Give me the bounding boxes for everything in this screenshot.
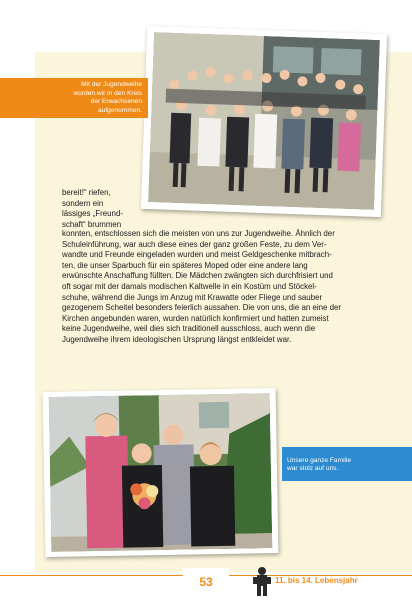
family-photo: [43, 388, 279, 557]
child-figure-icon: [251, 566, 273, 598]
top-photo-caption: Mit der Jugendweihe wurden wir in den Kreis der Erwachsenen aufgenommen.: [0, 78, 148, 118]
body-text: konnten, entschlossen sich die meisten von uns zur Jugendweihe. Ähnlich der Schuleinführung, war auch diese eines der ganz großen Feste, zu dem Ver- wandte und Freunde eingeladen wurden und meist Geldgeschenke mitbrach- ten, die unser Sparbuch für ein späteres Moped oder eine andere lang erwünschte Anschaffung füllten. Die Mädchen zwängten sich durchfrisiert und oft sogar mit der damals modischen Kaltwelle in ein Kostüm und Stöckel- schuhe, während die Jungs im Anzug mit Krawatte oder Fliege und sauber gezogenem Scheitel besonders feierlich aussahen. Die von uns, die an eine der Kirchen angebunden waren, wurden natürlich konfirmiert und hatten zumeist keine Jugendweihe, weil dies sich traditionell ausschloss, auch wenn die Jugendweihe ihrem ideologischen Ursprung längst entkleidet war.: [62, 229, 341, 344]
body-text-intro: bereit!“ riefen, sondern ein lässiges „Freund- schaft“ brummen: [62, 188, 123, 229]
group-photo-image: [148, 32, 380, 210]
family-photo-image: [49, 393, 273, 552]
bottom-photo-caption: Unsere ganze Familie war stolz auf uns.: [282, 447, 412, 481]
page-number: 53: [183, 568, 229, 596]
chapter-title: 11. bis 14. Lebensjahr: [275, 576, 358, 585]
